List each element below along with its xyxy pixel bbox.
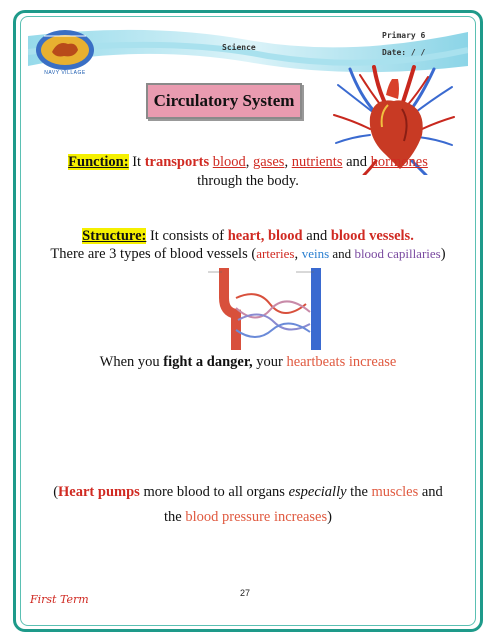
function-item-hormones: hormones (370, 154, 428, 170)
school-logo (34, 28, 96, 74)
function-line (30, 153, 466, 171)
vessel-and: and (329, 246, 355, 261)
logo-caption: NAVY VILLAGE (44, 70, 86, 76)
function-item-blood: blood (212, 154, 246, 170)
danger-bold: fight a danger, (163, 354, 253, 370)
blood-vessels-diagram (196, 268, 344, 350)
pumps-line (30, 483, 466, 501)
function-item-nutrients: nutrients (291, 154, 343, 170)
function-item-gases: gases (253, 154, 285, 170)
grade-label: Primary 6 (382, 31, 426, 40)
pumps-line2-text: the (164, 509, 186, 525)
function-line-2: through the body. (197, 173, 299, 189)
pumps-text: more blood to all organs (139, 484, 289, 500)
pumps-open: ( (53, 484, 59, 500)
vessel-veins: veins (301, 246, 330, 261)
vessel-close: ) (440, 246, 446, 262)
title-box (146, 83, 302, 119)
structure-blood: blood (267, 228, 303, 244)
date-field: Date: / / (382, 48, 426, 57)
page-title: Circulatory System (153, 91, 295, 110)
function-text: It (128, 154, 145, 170)
function-label: Function: (68, 154, 129, 170)
pumps-end: and (418, 484, 443, 500)
pumps-muscles: muscles (371, 484, 419, 500)
page-number: 27 (240, 588, 251, 598)
vessel-sep: , (294, 246, 302, 262)
danger-text: When you (99, 354, 164, 370)
pumps-line2-end: ) (327, 509, 332, 525)
pumps-line-2 (30, 508, 466, 526)
vessel-arteries: arteries (256, 246, 295, 261)
structure-text: It consists of (146, 228, 228, 244)
pumps-italic: especially (288, 484, 347, 500)
vessel-capillaries: blood capillaries (354, 246, 441, 261)
structure-label: Structure: (82, 228, 147, 244)
structure-line (30, 227, 466, 245)
vessel-types-line (30, 245, 466, 263)
function-verb: transports (144, 154, 210, 170)
pumps-bold: Heart pumps (58, 484, 140, 500)
function-and: and (342, 154, 371, 170)
danger-mid: your (252, 354, 287, 370)
function-sep: , (245, 154, 254, 170)
structure-heart: heart, (227, 228, 265, 244)
structure-vessels: blood vessels. (330, 228, 414, 244)
vessel-types-text: There are 3 types of blood vessels ( (50, 246, 257, 262)
structure-and: and (302, 228, 331, 244)
danger-line (30, 353, 466, 371)
pumps-mid: the (346, 484, 372, 500)
subject-label: Science (222, 43, 256, 52)
danger-heartbeats: heartbeats increase (286, 354, 397, 370)
function-sep: , (284, 154, 292, 170)
pumps-pressure: blood pressure increases (185, 509, 328, 525)
term-label: First Term (30, 593, 89, 606)
